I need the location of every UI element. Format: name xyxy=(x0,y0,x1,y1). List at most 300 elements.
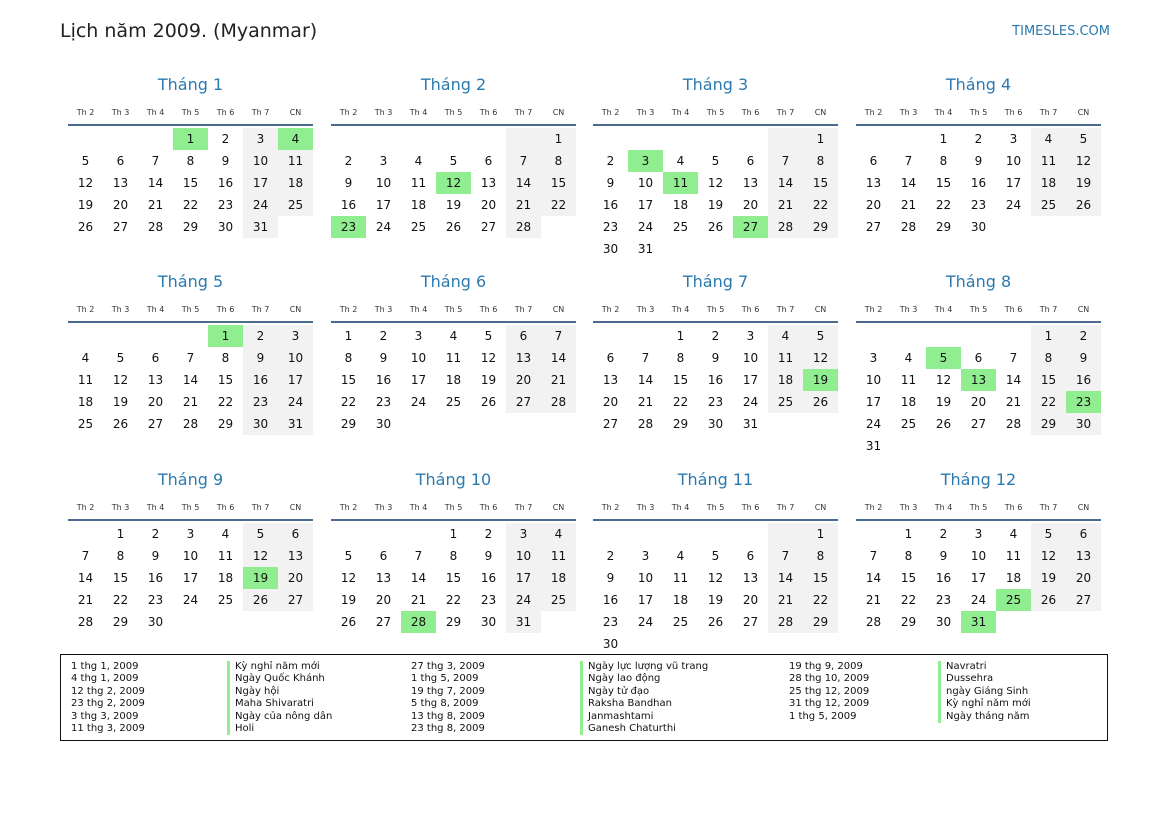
weekday-label: Th 3 xyxy=(111,305,130,314)
day-cell: 1 xyxy=(1031,325,1066,347)
empty-cell xyxy=(891,128,926,150)
day-cell: 27 xyxy=(742,615,759,629)
empty-cell xyxy=(996,611,1031,633)
holiday-day-cell: 25 xyxy=(996,589,1031,611)
holiday-name: Kỳ nghỉ năm mới xyxy=(938,698,1031,710)
day-cell: 16 xyxy=(935,571,952,585)
month-title: Tháng 6 xyxy=(420,272,487,291)
day-cell: 28 xyxy=(541,391,576,413)
day-cell: 2 xyxy=(606,154,615,168)
weekday-label: Th 7 xyxy=(1039,305,1058,314)
day-cell: 15 xyxy=(900,571,917,585)
weekday-label: Th 6 xyxy=(479,503,498,512)
day-cell: 20 xyxy=(742,593,759,607)
weekday-label: Th 7 xyxy=(514,305,533,314)
day-cell: 30 xyxy=(970,220,987,234)
weekday-label: Th 4 xyxy=(409,108,428,117)
day-cell: 12 xyxy=(1031,545,1066,567)
day-cell: 9 xyxy=(939,549,948,563)
holiday-date: 3 thg 3, 2009 xyxy=(71,710,139,722)
month-title: Tháng 7 xyxy=(682,272,749,291)
day-cell: 29 xyxy=(672,417,689,431)
weekday-label: Th 5 xyxy=(444,108,463,117)
day-cell: 3 xyxy=(414,329,423,343)
day-cell: 11 xyxy=(217,549,234,563)
holiday-day-cell: 12 xyxy=(436,172,471,194)
empty-cell xyxy=(663,238,698,260)
weekday-label: Th 5 xyxy=(706,305,725,314)
empty-cell xyxy=(768,238,803,260)
day-cell: 6 xyxy=(278,523,313,545)
day-cell: 13 xyxy=(278,545,313,567)
weekday-label: Th 7 xyxy=(776,503,795,512)
day-cell: 18 xyxy=(1005,571,1022,585)
empty-cell xyxy=(506,128,541,150)
empty-cell xyxy=(208,611,243,633)
day-cell: 30 xyxy=(147,615,164,629)
day-cell: 10 xyxy=(410,351,427,365)
day-cell: 13 xyxy=(1066,545,1101,567)
day-cell: 23 xyxy=(147,593,164,607)
day-cell: 10 xyxy=(506,545,541,567)
holiday-date: 12 thg 2, 2009 xyxy=(71,685,145,697)
day-cell: 11 xyxy=(410,176,427,190)
day-cell: 2 xyxy=(606,549,615,563)
empty-cell xyxy=(68,523,103,545)
holiday-date: 19 thg 9, 2009 xyxy=(789,661,863,672)
day-cell: 21 xyxy=(506,194,541,216)
empty-cell xyxy=(401,523,436,545)
day-grid xyxy=(331,325,576,435)
empty-cell xyxy=(1031,611,1066,633)
day-cell: 26 xyxy=(1066,194,1101,216)
day-cell: 12 xyxy=(77,176,94,190)
weekday-label: Th 5 xyxy=(969,503,988,512)
weekday-label: Th 4 xyxy=(671,305,690,314)
weekday-label: Th 3 xyxy=(636,108,655,117)
day-cell: 23 xyxy=(243,391,278,413)
day-cell: 3 xyxy=(641,549,650,563)
day-cell: 6 xyxy=(869,154,878,168)
weekday-label: CN xyxy=(552,503,565,512)
day-cell: 19 xyxy=(1066,172,1101,194)
day-cell: 6 xyxy=(746,549,755,563)
day-cell: 3 xyxy=(506,523,541,545)
month-block xyxy=(593,73,838,260)
weekday-label: Th 3 xyxy=(899,503,918,512)
day-cell: 18 xyxy=(77,395,94,409)
day-cell: 29 xyxy=(935,220,952,234)
day-grid xyxy=(68,128,313,238)
weekday-header xyxy=(68,500,313,521)
day-cell: 10 xyxy=(243,150,278,172)
day-cell: 30 xyxy=(707,417,724,431)
holiday-name: Maha Shivaratri xyxy=(227,698,332,710)
weekday-label: Th 5 xyxy=(181,305,200,314)
weekday-label: Th 3 xyxy=(374,108,393,117)
day-cell: 30 xyxy=(602,637,619,651)
holiday-day-cell: 11 xyxy=(663,172,698,194)
holiday-day-cell: 1 xyxy=(208,325,243,347)
weekday-header xyxy=(593,302,838,323)
day-cell: 22 xyxy=(112,593,129,607)
day-cell: 16 xyxy=(217,176,234,190)
month-block xyxy=(593,468,838,655)
weekday-header xyxy=(593,500,838,521)
empty-cell xyxy=(1066,611,1101,633)
day-cell: 23 xyxy=(602,220,619,234)
empty-cell xyxy=(138,128,173,150)
weekday-label: CN xyxy=(814,503,827,512)
day-cell: 26 xyxy=(707,615,724,629)
day-cell: 4 xyxy=(676,549,685,563)
weekday-label: Th 3 xyxy=(111,108,130,117)
empty-cell xyxy=(856,128,891,150)
month-block xyxy=(331,73,576,238)
day-cell: 1 xyxy=(676,329,685,343)
day-cell: 3 xyxy=(243,128,278,150)
day-grid xyxy=(856,325,1101,457)
day-cell: 29 xyxy=(1031,413,1066,435)
day-cell: 26 xyxy=(480,395,497,409)
day-cell: 5 xyxy=(243,523,278,545)
weekday-label: CN xyxy=(1077,108,1090,117)
day-cell: 18 xyxy=(278,172,313,194)
day-cell: 29 xyxy=(217,417,234,431)
month-title: Tháng 5 xyxy=(157,272,224,291)
day-cell: 29 xyxy=(182,220,199,234)
holiday-day-cell: 3 xyxy=(628,150,663,172)
day-cell: 11 xyxy=(1005,549,1022,563)
day-grid xyxy=(856,128,1101,238)
weekday-label: Th 6 xyxy=(1004,108,1023,117)
month-title: Tháng 11 xyxy=(677,470,754,489)
day-cell: 1 xyxy=(803,523,838,545)
day-cell: 9 xyxy=(221,154,230,168)
day-cell: 28 xyxy=(900,220,917,234)
empty-cell xyxy=(768,523,803,545)
day-cell: 22 xyxy=(803,589,838,611)
day-cell: 6 xyxy=(746,154,755,168)
weekday-label: Th 7 xyxy=(776,108,795,117)
empty-cell xyxy=(663,633,698,655)
day-cell: 5 xyxy=(1066,128,1101,150)
weekday-label: Th 5 xyxy=(706,503,725,512)
day-cell: 1 xyxy=(541,128,576,150)
day-cell: 28 xyxy=(506,216,541,238)
day-cell: 17 xyxy=(865,395,882,409)
day-cell: 4 xyxy=(904,351,913,365)
empty-cell xyxy=(856,523,891,545)
day-cell: 2 xyxy=(939,527,948,541)
day-cell: 7 xyxy=(81,549,90,563)
month-block xyxy=(593,270,838,435)
brand-link[interactable]: TIMESLES.COM xyxy=(1012,24,1110,39)
empty-cell xyxy=(891,435,926,457)
weekday-label: Th 4 xyxy=(146,108,165,117)
day-cell: 15 xyxy=(182,176,199,190)
day-cell: 20 xyxy=(865,198,882,212)
weekday-label: Th 3 xyxy=(636,305,655,314)
day-cell: 21 xyxy=(410,593,427,607)
day-cell: 30 xyxy=(602,242,619,256)
day-cell: 10 xyxy=(742,351,759,365)
day-cell: 31 xyxy=(506,611,541,633)
day-cell: 8 xyxy=(116,549,125,563)
day-cell: 21 xyxy=(900,198,917,212)
empty-cell xyxy=(471,128,506,150)
empty-cell xyxy=(103,325,138,347)
weekday-label: Th 3 xyxy=(636,503,655,512)
day-cell: 29 xyxy=(803,611,838,633)
day-cell: 9 xyxy=(151,549,160,563)
day-grid xyxy=(593,325,838,435)
weekday-label: Th 2 xyxy=(601,305,620,314)
holiday-day-cell: 23 xyxy=(331,216,366,238)
day-cell: 24 xyxy=(1005,198,1022,212)
day-cell: 25 xyxy=(768,391,803,413)
weekday-label: Th 7 xyxy=(514,108,533,117)
day-cell: 28 xyxy=(147,220,164,234)
weekday-label: CN xyxy=(1077,305,1090,314)
day-cell: 22 xyxy=(541,194,576,216)
day-cell: 1 xyxy=(449,527,458,541)
day-cell: 23 xyxy=(970,198,987,212)
day-cell: 26 xyxy=(340,615,357,629)
day-cell: 20 xyxy=(1066,567,1101,589)
empty-cell xyxy=(1066,435,1101,457)
day-grid xyxy=(68,523,313,633)
day-cell: 2 xyxy=(344,154,353,168)
day-cell: 8 xyxy=(904,549,913,563)
day-cell: 6 xyxy=(116,154,125,168)
day-cell: 18 xyxy=(672,593,689,607)
day-cell: 27 xyxy=(375,615,392,629)
empty-cell xyxy=(436,128,471,150)
empty-cell xyxy=(1031,435,1066,457)
day-cell: 26 xyxy=(112,417,129,431)
day-cell: 13 xyxy=(602,373,619,387)
day-cell: 7 xyxy=(414,549,423,563)
month-block xyxy=(856,73,1101,238)
day-cell: 8 xyxy=(939,154,948,168)
empty-cell xyxy=(803,413,838,435)
day-cell: 15 xyxy=(217,373,234,387)
day-cell: 10 xyxy=(1005,154,1022,168)
day-cell: 1 xyxy=(939,132,948,146)
day-cell: 8 xyxy=(676,351,685,365)
day-cell: 6 xyxy=(974,351,983,365)
day-cell: 31 xyxy=(865,439,882,453)
day-cell: 29 xyxy=(900,615,917,629)
empty-cell xyxy=(996,216,1031,238)
weekday-label: CN xyxy=(1077,503,1090,512)
empty-cell xyxy=(1066,216,1101,238)
weekday-header xyxy=(331,302,576,323)
day-cell: 20 xyxy=(970,395,987,409)
day-cell: 26 xyxy=(77,220,94,234)
weekday-label: Th 4 xyxy=(934,503,953,512)
day-cell: 19 xyxy=(707,198,724,212)
empty-cell xyxy=(401,413,436,435)
holiday-day-cell: 27 xyxy=(733,216,768,238)
day-cell: 23 xyxy=(707,395,724,409)
day-cell: 14 xyxy=(506,172,541,194)
day-cell: 21 xyxy=(147,198,164,212)
empty-cell xyxy=(138,325,173,347)
day-cell: 19 xyxy=(77,198,94,212)
day-cell: 22 xyxy=(1031,391,1066,413)
holiday-legend xyxy=(60,654,1108,741)
day-cell: 20 xyxy=(506,369,541,391)
empty-cell xyxy=(768,128,803,150)
day-cell: 15 xyxy=(935,176,952,190)
day-cell: 24 xyxy=(243,194,278,216)
day-cell: 10 xyxy=(637,176,654,190)
holiday-date: 13 thg 8, 2009 xyxy=(411,710,485,722)
day-cell: 7 xyxy=(506,150,541,172)
month-block xyxy=(331,468,576,633)
holiday-name: Dussehra xyxy=(938,673,1031,685)
empty-cell xyxy=(856,325,891,347)
day-cell: 16 xyxy=(243,369,278,391)
day-cell: 19 xyxy=(707,593,724,607)
day-cell: 3 xyxy=(278,325,313,347)
day-cell: 19 xyxy=(480,373,497,387)
weekday-label: Th 5 xyxy=(969,305,988,314)
day-cell: 3 xyxy=(746,329,755,343)
day-cell: 20 xyxy=(112,198,129,212)
empty-cell xyxy=(1031,216,1066,238)
day-cell: 24 xyxy=(742,395,759,409)
weekday-label: Th 3 xyxy=(374,503,393,512)
weekday-label: Th 6 xyxy=(741,108,760,117)
empty-cell xyxy=(926,435,961,457)
weekday-label: Th 6 xyxy=(216,305,235,314)
legend-date-column xyxy=(789,661,869,723)
day-cell: 30 xyxy=(480,615,497,629)
day-cell: 14 xyxy=(865,571,882,585)
holiday-name: Ngày của nông dân xyxy=(227,711,332,723)
weekday-label: Th 5 xyxy=(181,503,200,512)
day-cell: 20 xyxy=(742,198,759,212)
day-cell: 24 xyxy=(182,593,199,607)
day-cell: 17 xyxy=(506,567,541,589)
day-cell: 14 xyxy=(1005,373,1022,387)
weekday-label: Th 4 xyxy=(671,108,690,117)
day-cell: 30 xyxy=(1066,413,1101,435)
day-cell: 30 xyxy=(375,417,392,431)
day-cell: 7 xyxy=(904,154,913,168)
weekday-label: Th 7 xyxy=(251,305,270,314)
day-cell: 2 xyxy=(243,325,278,347)
weekday-label: Th 6 xyxy=(216,108,235,117)
day-cell: 4 xyxy=(541,523,576,545)
day-cell: 20 xyxy=(147,395,164,409)
holiday-day-cell: 31 xyxy=(961,611,996,633)
weekday-label: Th 2 xyxy=(76,305,95,314)
day-cell: 12 xyxy=(340,571,357,585)
day-cell: 25 xyxy=(541,589,576,611)
day-cell: 28 xyxy=(637,417,654,431)
day-cell: 26 xyxy=(707,220,724,234)
day-cell: 17 xyxy=(970,571,987,585)
day-cell: 12 xyxy=(803,347,838,369)
day-grid xyxy=(593,523,838,655)
day-cell: 23 xyxy=(602,615,619,629)
day-cell: 15 xyxy=(112,571,129,585)
weekday-label: Th 3 xyxy=(899,305,918,314)
day-cell: 18 xyxy=(768,369,803,391)
holiday-day-cell: 19 xyxy=(803,369,838,391)
day-cell: 24 xyxy=(410,395,427,409)
empty-cell xyxy=(628,128,663,150)
day-cell: 21 xyxy=(541,369,576,391)
holiday-name: Ngày Quốc Khánh xyxy=(227,673,332,685)
weekday-label: Th 6 xyxy=(741,503,760,512)
day-cell: 18 xyxy=(445,373,462,387)
day-cell: 2 xyxy=(379,329,388,343)
day-cell: 7 xyxy=(768,545,803,567)
holiday-name: Ngày hội xyxy=(227,686,332,698)
weekday-label: Th 5 xyxy=(706,108,725,117)
weekday-label: Th 7 xyxy=(1039,108,1058,117)
holiday-name: ngày Giáng Sinh xyxy=(938,686,1031,698)
day-cell: 1 xyxy=(904,527,913,541)
day-cell: 28 xyxy=(865,615,882,629)
day-cell: 16 xyxy=(1066,369,1101,391)
day-cell: 27 xyxy=(602,417,619,431)
weekday-label: Th 6 xyxy=(216,503,235,512)
day-cell: 15 xyxy=(1031,369,1066,391)
weekday-label: Th 4 xyxy=(409,503,428,512)
day-cell: 25 xyxy=(672,615,689,629)
day-cell: 2 xyxy=(484,527,493,541)
day-cell: 22 xyxy=(900,593,917,607)
holiday-date: 23 thg 2, 2009 xyxy=(71,698,145,710)
empty-cell xyxy=(803,238,838,260)
day-cell: 22 xyxy=(340,395,357,409)
weekday-label: Th 5 xyxy=(969,108,988,117)
weekday-label: Th 3 xyxy=(111,503,130,512)
empty-cell xyxy=(331,128,366,150)
day-cell: 4 xyxy=(676,154,685,168)
day-cell: 7 xyxy=(541,325,576,347)
day-cell: 25 xyxy=(900,417,917,431)
empty-cell xyxy=(593,523,628,545)
weekday-label: Th 2 xyxy=(76,503,95,512)
day-cell: 13 xyxy=(112,176,129,190)
month-title: Tháng 2 xyxy=(420,75,487,94)
holiday-day-cell: 28 xyxy=(401,611,436,633)
day-cell: 14 xyxy=(768,172,803,194)
day-cell: 15 xyxy=(803,567,838,589)
weekday-header xyxy=(68,302,313,323)
holiday-day-cell: 13 xyxy=(961,369,996,391)
empty-cell xyxy=(628,633,663,655)
weekday-label: CN xyxy=(814,305,827,314)
weekday-label: Th 3 xyxy=(899,108,918,117)
day-cell: 12 xyxy=(707,176,724,190)
day-cell: 19 xyxy=(445,198,462,212)
day-cell: 13 xyxy=(742,176,759,190)
day-cell: 11 xyxy=(77,373,94,387)
weekday-label: Th 2 xyxy=(339,305,358,314)
day-cell: 16 xyxy=(147,571,164,585)
empty-cell xyxy=(628,523,663,545)
holiday-date: 28 thg 10, 2009 xyxy=(789,673,870,685)
day-cell: 6 xyxy=(379,549,388,563)
